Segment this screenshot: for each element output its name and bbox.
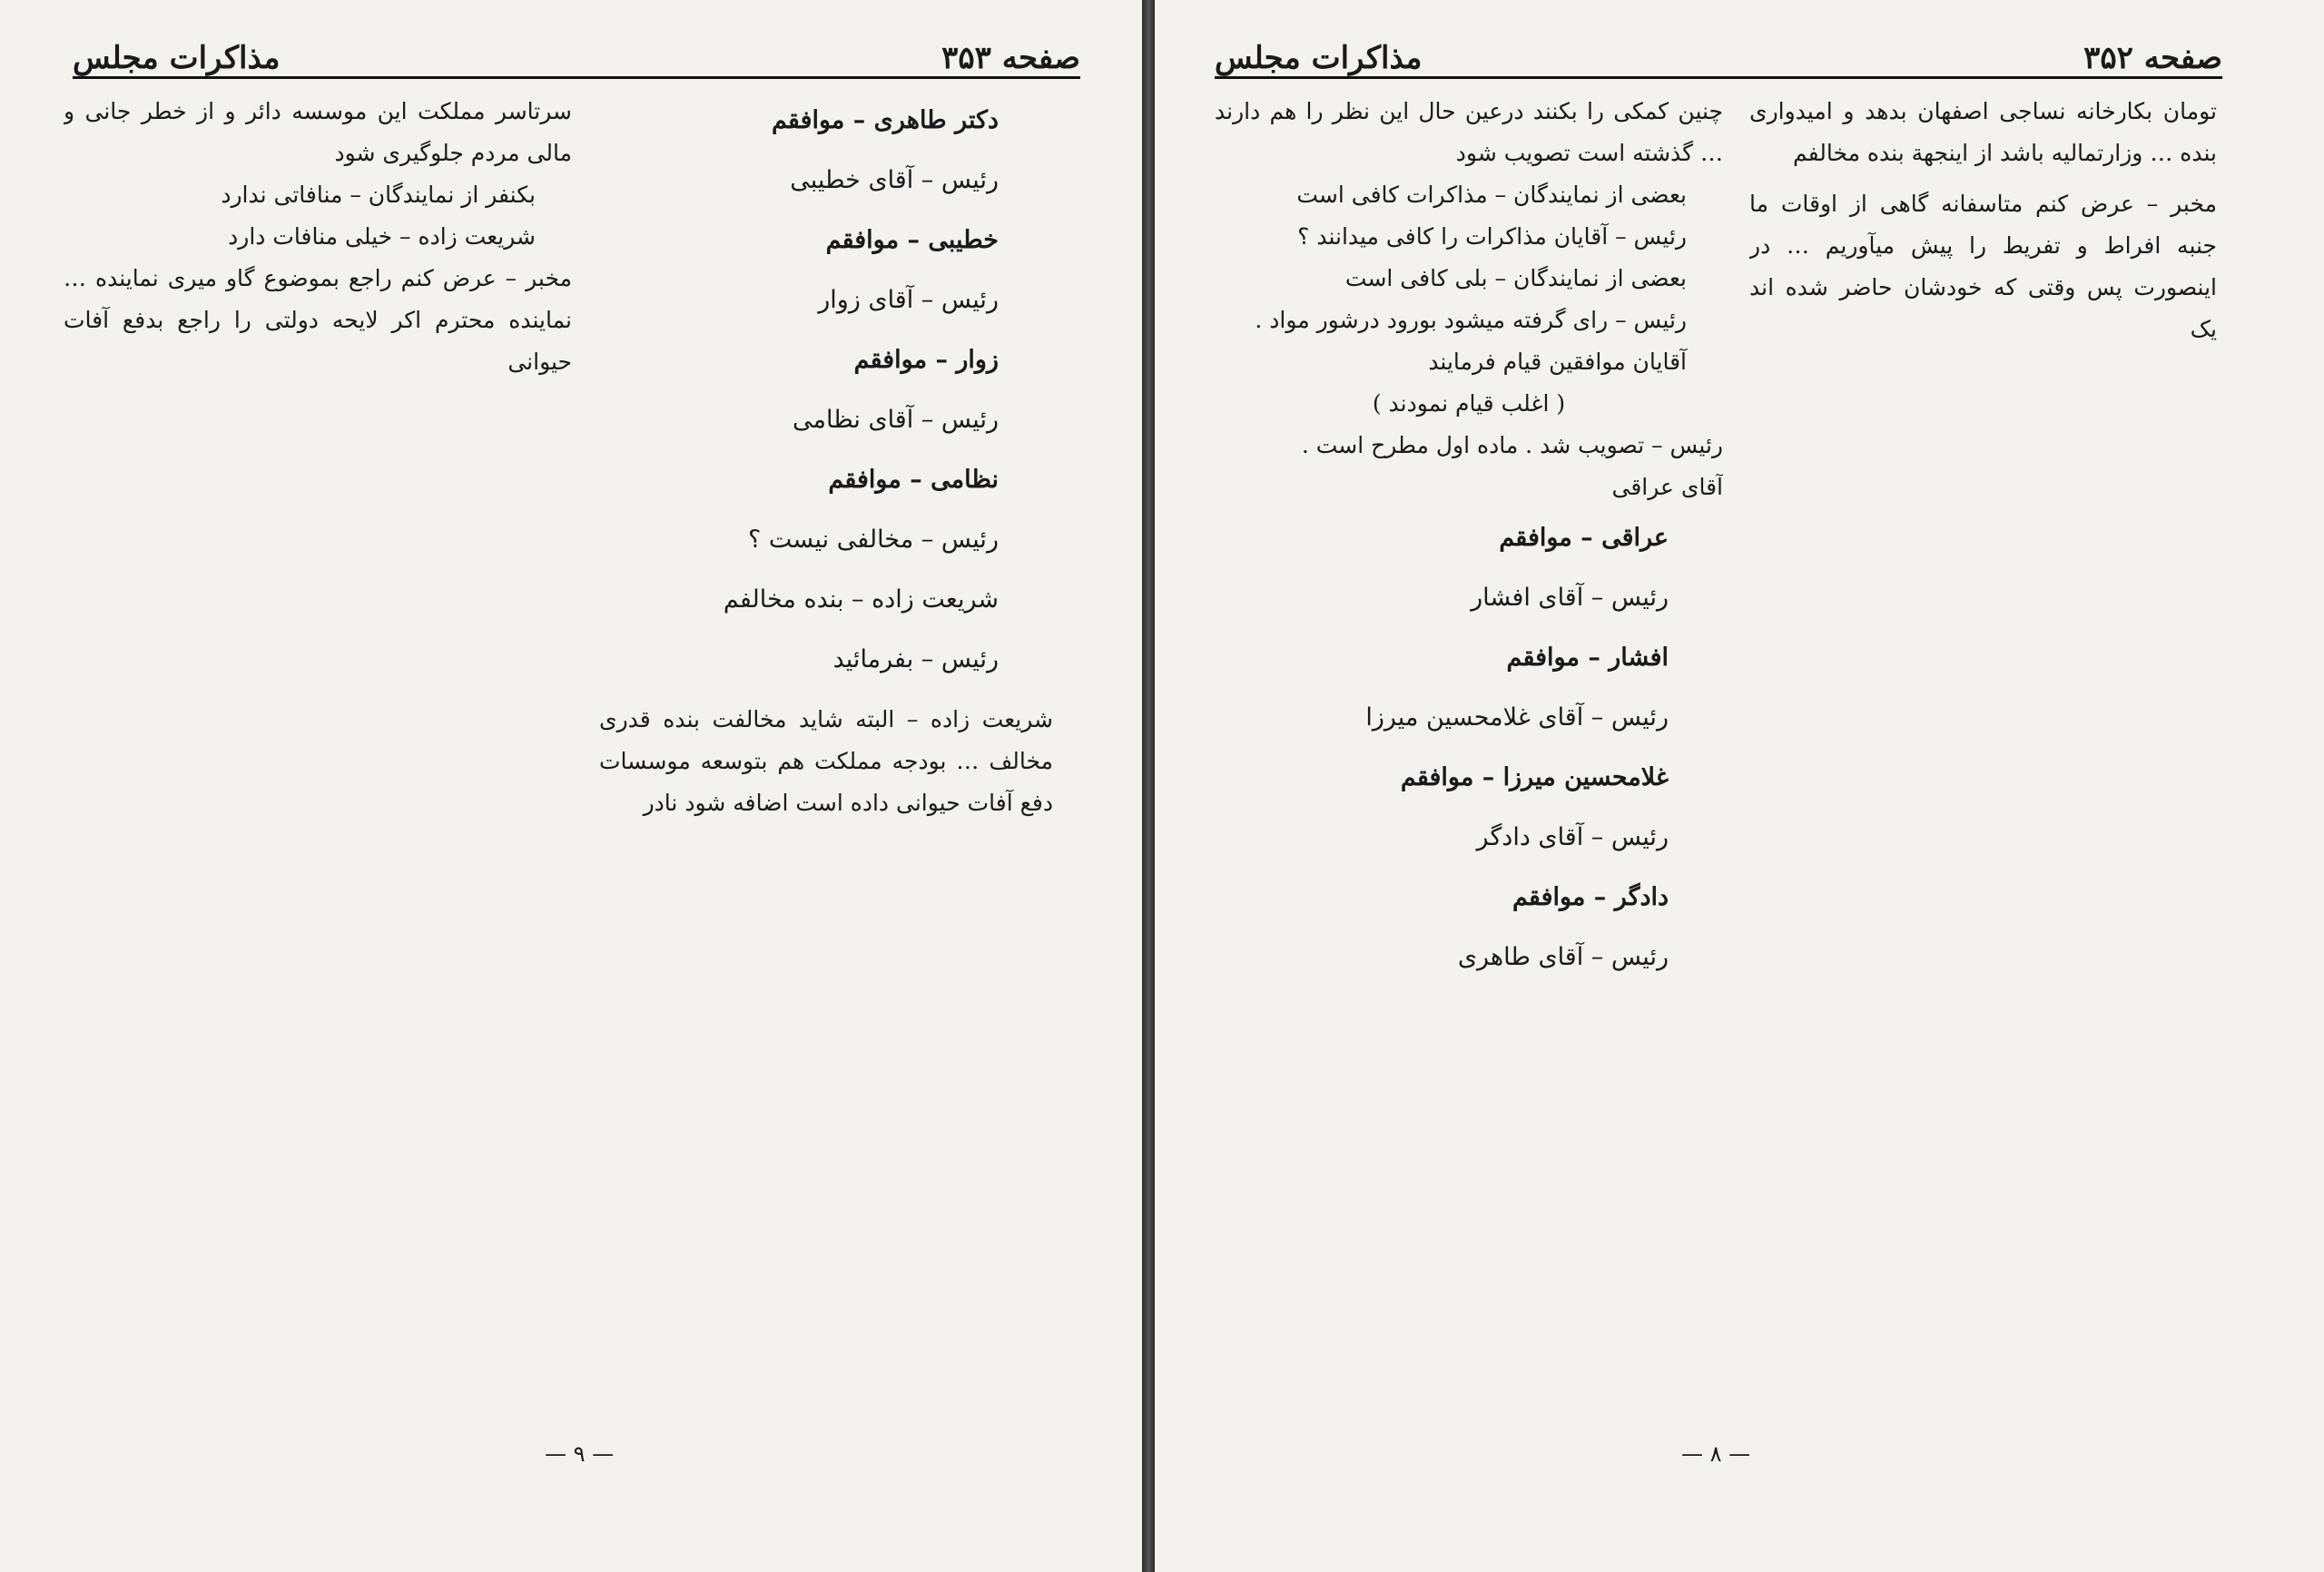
vote-line: رئیس – آقای غلامحسین میرزا	[1365, 703, 1669, 732]
vote-line: رئیس – آقای طاهری	[1457, 943, 1669, 971]
column-right	[599, 91, 1053, 1434]
header-page-number: صفحه ۳۵۲	[2083, 40, 2222, 76]
column-left	[64, 91, 572, 1434]
remark-line: آقای عراقی	[1611, 474, 1723, 500]
page-353	[0, 0, 1142, 1572]
vote-line: رئیس – آقای افشار	[1471, 584, 1669, 612]
page-header	[73, 24, 1080, 76]
page-folio: — ۹ —	[545, 1441, 615, 1467]
header-rule	[1215, 76, 2222, 79]
vote-line: دکتر طاهری – موافقم	[771, 106, 999, 134]
vote-line: رئیس – آقای خطیبی	[790, 166, 999, 194]
vote-line: غلامحسین میرزا – موافقم	[1400, 763, 1669, 791]
remark-line: شریعت زاده – خیلی منافات دارد	[228, 223, 536, 250]
column-left	[1215, 91, 1723, 1434]
speech-paragraph: شریعت زاده – البته شاید مخالفت بنده قدری مخالف … بودجه مملکت هم بتوسعه موسسات دفع آفات حیوانی داده است اضافه شود نادر	[599, 706, 1053, 816]
speech-paragraph: چنین کمکی را بکنند درعین حال این نظر را هم دارند … گذشته است تصویب شود	[1215, 98, 1723, 166]
page-header	[1215, 24, 2222, 76]
vote-line: شریعت زاده – بنده مخالفم	[723, 585, 999, 614]
header-page-number: صفحه ۳۵۳	[941, 40, 1080, 76]
header-rule	[73, 76, 1080, 79]
remark-line: بکنفر از نمایندگان – منافاتی ندارد	[221, 182, 536, 208]
book-gutter	[1142, 0, 1155, 1572]
vote-line: رئیس – مخالفی نیست ؟	[747, 526, 999, 554]
vote-line: افشار – موافقم	[1506, 644, 1669, 672]
vote-line: زوار – موافقم	[853, 346, 999, 374]
page-352	[1155, 0, 2324, 1572]
vote-line: رئیس – آقای زوار	[818, 286, 999, 314]
header-title: مذاکرات مجلس	[1215, 40, 1423, 76]
remark-line: رئیس – تصویب شد . ماده اول مطرح است .	[1301, 432, 1723, 458]
vote-line: رئیس – آقای نظامی	[793, 406, 999, 434]
speech-paragraph: مخبر – عرض کنم راجع بموضوع گاو میری نماینده … نماینده محترم اکر لایحه دولتی را راجع بدفع آفات حیوانی	[64, 265, 572, 375]
vote-line: رئیس – آقای دادگر	[1476, 823, 1669, 851]
column-right	[1749, 91, 2217, 1434]
remark-line: بعضی از نمایندگان – مذاکرات کافی است	[1296, 182, 1687, 208]
vote-line: نظامی – موافقم	[828, 466, 999, 494]
remark-line: آقایان موافقین قیام فرمایند	[1428, 349, 1687, 375]
page-folio: — ۸ —	[1681, 1441, 1751, 1467]
vote-line: رئیس – بفرمائید	[832, 645, 999, 673]
vote-line: دادگر – موافقم	[1512, 883, 1669, 911]
remark-line: بعضی از نمایندگان – بلی کافی است	[1344, 265, 1687, 291]
header-title: مذاکرات مجلس	[73, 40, 281, 76]
vote-line: عراقی – موافقم	[1499, 524, 1669, 552]
remark-line: رئیس – رای گرفته میشود بورود درشور مواد .	[1255, 307, 1687, 333]
speech-paragraph: سرتاسر مملکت این موسسه دائر و از خطر جانی و مالی مردم جلوگیری شود	[64, 98, 572, 166]
speech-paragraph: مخبر – عرض کنم متاسفانه گاهی از اوقات ما جنبه افراط و تفریط را پیش میآوریم … در اینصورت پس وقتی که خودشان حاضر شده اند یک	[1749, 191, 2217, 342]
remark-line: رئیس – آقایان مذاکرات را کافی میدانند ؟	[1297, 223, 1687, 250]
vote-line: خطیبی – موافقم	[825, 226, 999, 254]
stage-direction: ( اغلب قیام نمودند )	[1372, 390, 1566, 417]
speech-paragraph: تومان بکارخانه نساجی اصفهان بدهد و امیدواری بنده … وزارتمالیه باشد از اینجهة بنده مخالفم	[1749, 98, 2217, 166]
